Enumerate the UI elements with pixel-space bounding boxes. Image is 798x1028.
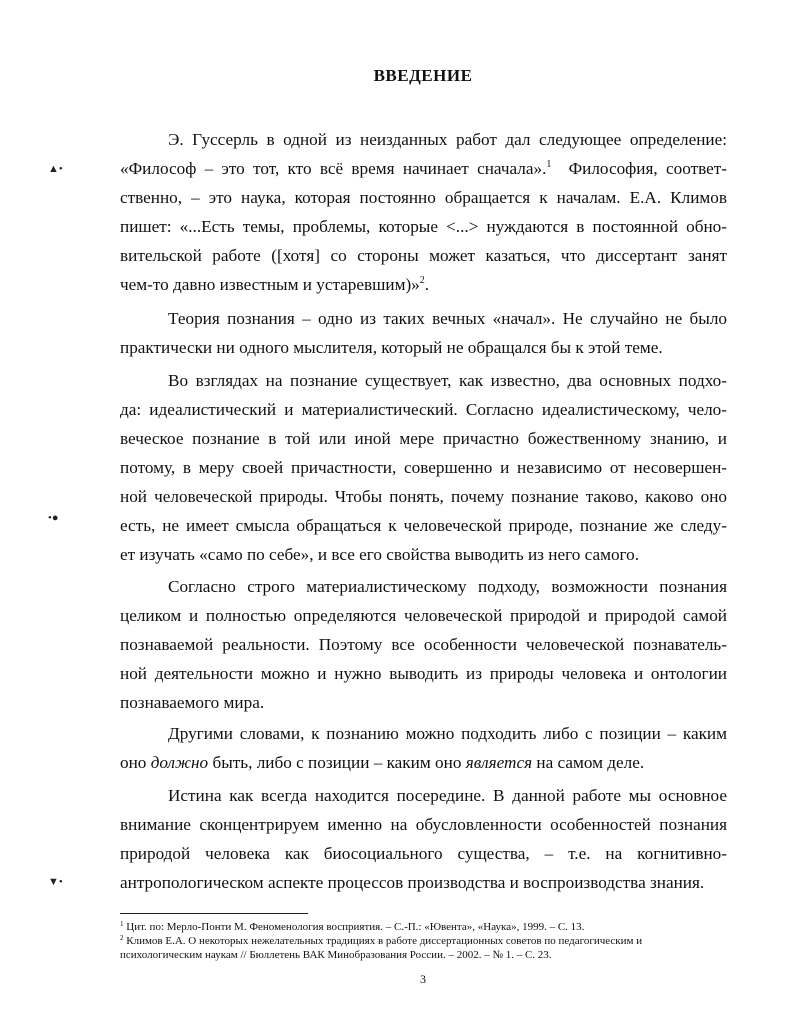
emphasis: является: [465, 753, 533, 772]
text-line: Истина как всегда находится посередине. В данной работе мы основное: [168, 786, 727, 805]
text-line: потому, в меру своей причастности, совершенно и независимо от несовершен-: [120, 458, 727, 477]
text-line: есть, не имеет смысла обращаться к человеческой природе, познание же следу-: [120, 516, 727, 535]
page-number: 3: [420, 972, 426, 986]
footnote: $^1$ Цит. по: Мерло-Понти М. Феноменология восприятия. – С.-П.: «Ювента», «Наука», 1999. – С. 13.: [120, 920, 585, 933]
text-line: оно должно быть, либо с позиции – каким оно является на самом деле.: [120, 753, 645, 772]
text-line: целиком и полностью определяются человеческой природой и природой самой: [120, 606, 727, 625]
page-title: ВВЕДЕНИЕ: [373, 66, 473, 85]
text-line: Э. Гуссерль в одной из неизданных работ дал следующее определение:: [168, 130, 727, 149]
text-line: ной человеческой природы. Чтобы понять, почему познание таково, каково оно: [120, 487, 727, 506]
text-line: природой человека как биосоциального существа, – т.е. на когнитивно-: [120, 844, 727, 863]
text-line: внимание сконцентрируем именно на обусловленности особенностей познания: [120, 815, 727, 834]
text-line: пишет: «...Есть темы, проблемы, которые <...> нуждаются в постоянной обно-: [120, 217, 727, 236]
text-line: веческое познание в той или иной мере причастно божественному знанию, и: [120, 429, 727, 448]
text-line: познаваемого мира.: [120, 693, 265, 712]
text-line: Согласно строго материалистическому подходу, возможности познания: [168, 577, 727, 596]
text-line: ственно, – это наука, которая постоянно обращается к началам. Е.А. Климов: [120, 188, 727, 207]
footnote-ref: 1: [546, 159, 552, 170]
text-line: Теория познания – одно из таких вечных «начал». Не случайно не было: [168, 309, 727, 328]
text-line: чем-то давно известным и устаревшим)»$^2$.: [120, 275, 430, 294]
text-line: Другими словами, к познанию можно подходить либо с позиции – каким: [168, 724, 727, 743]
footnote-continuation: психологическим наукам // Бюллетень ВАК Минобразования России. – 2002. – № 1. – С. 23.: [120, 949, 552, 961]
text-line: познаваемой реальности. Поэтому все особенности человеческой познаватель-: [120, 635, 727, 654]
emphasis: должно: [150, 753, 209, 772]
scan-mark-icon: ▼•: [48, 876, 63, 888]
scan-mark-icon: ▲•: [48, 163, 63, 175]
text-line: «Философ – это тот, кто всё время начинает сначала».$^1$ Философия, соответ-: [120, 159, 727, 178]
scan-mark-icon: •●: [48, 512, 59, 524]
text-line: ет изучать «само по себе», и все его свойства выводить из него самого.: [120, 545, 640, 564]
text-line: антропологическом аспекте процессов производства и воспроизводства знания.: [120, 873, 705, 892]
footnote: $^2$ Климов Е.А. О некоторых нежелательных традициях в работе диссертационных советов по педагогическим и: [120, 934, 643, 947]
text-line: да: идеалистический и материалистический. Согласно идеалистическому, чело-: [120, 400, 727, 419]
text-line: Во взглядах на познание существует, как известно, два основных подхо-: [168, 371, 727, 390]
text-line: вительской работе ([хотя] со стороны может казаться, что диссертант занят: [120, 246, 727, 265]
text-line: ной деятельности можно и нужно выводить из природы человека и онтологии: [120, 664, 727, 683]
text-line: практически ни одного мыслителя, который не обращался бы к этой теме.: [120, 338, 663, 357]
footnote-ref: 2: [419, 275, 425, 286]
footnote-divider: [120, 913, 308, 914]
